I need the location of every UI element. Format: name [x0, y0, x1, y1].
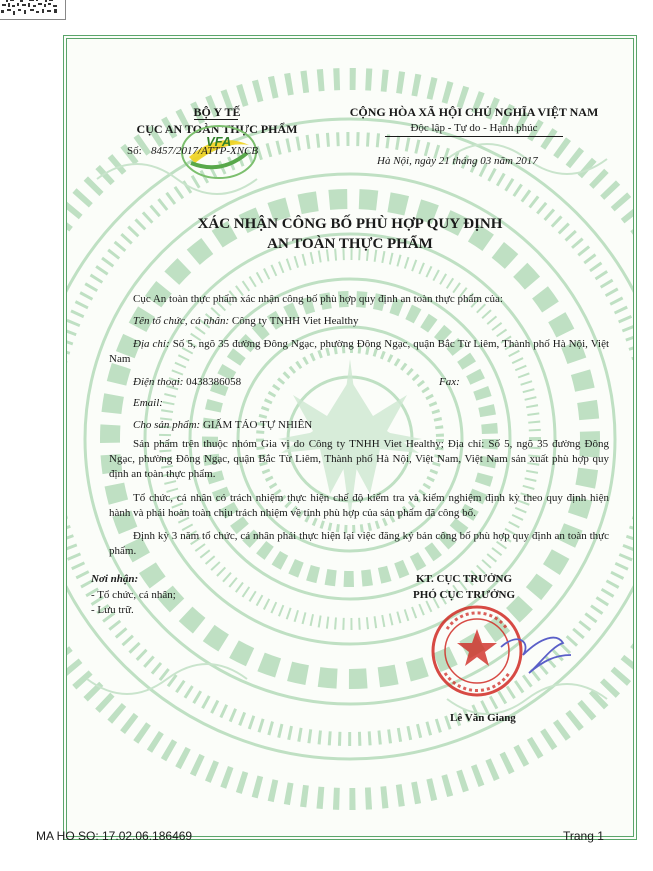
official-seal — [431, 603, 591, 703]
document-title-line2: AN TOÀN THỰC PHẨM — [267, 236, 433, 252]
recipients-label: Nơi nhận: — [91, 573, 139, 585]
address-value: Số 5, ngõ 35 đường Đông Ngạc, phường Đông Ngạc, quận Bắc Từ Liêm, Thành phố Hà Nội, Việt Nam — [109, 338, 610, 365]
recipient-item: - Tổ chức, cá nhân; — [91, 589, 176, 601]
national-motto: Độc lập - Tự do - Hạnh phúc — [410, 122, 538, 134]
organization-row — [133, 314, 359, 328]
product-value: GIẤM TÁO TỰ NHIÊN — [202, 419, 313, 431]
signatory-title-line1: KT. CỤC TRƯỞNG — [415, 573, 513, 585]
intro-text: Cục An toàn thực phẩm xác nhận công bố phù hợp quy định an toàn thực phẩm của: — [133, 293, 503, 305]
recipient-item: - Lưu trữ. — [91, 604, 134, 616]
qr-code — [0, 0, 66, 20]
document-number: 8457/2017/ATTP-XNCB — [151, 145, 259, 157]
ministry-name: BỘ Y TẾ — [193, 105, 241, 119]
paragraph-renewal: Định kỳ 3 năm tổ chức, cá nhân phải thực hiện lại việc đăng ký bản công bố phù hợp quy định an toàn thực phẩm. — [109, 530, 609, 557]
document-title-line1: XÁC NHẬN CÔNG BỐ PHÙ HỢP QUY ĐỊNH — [197, 216, 503, 232]
paragraph-product-group: Sản phẩm trên thuộc nhóm Gia vị do Công ty TNHH Viet Healthy; Địa chỉ: Số 5, ngõ 35 đường Đông Ngạc, phường Đông Ngạc, quận Bắc Từ Liêm, Thành phố Hà Nội, Việt Nam, Việt Nam sản xuất phù hợp quy định an toàn thực phẩm. — [109, 438, 609, 480]
document-number-label: Số: — [127, 145, 142, 157]
organization-value: Công ty TNHH Viet Healthy — [231, 315, 359, 327]
page-number: Trang 1 — [563, 829, 604, 843]
place-date: Hà Nội, ngày 21 tháng 03 năm 2017 — [377, 155, 538, 167]
paragraph-responsibility: Tổ chức, cá nhân có trách nhiệm thực hiện chế độ kiểm tra và kiểm nghiệm định kỳ theo quy định hiện hành và phải hoàn toàn chịu trách nhiệm về tính phù hợp của sản phẩm đã công bố. — [109, 492, 609, 519]
phone-row — [133, 375, 241, 389]
product-row — [133, 418, 312, 432]
vfa-logo-text: VFA — [206, 134, 232, 149]
product-label: Cho sản phẩm: — [133, 419, 201, 431]
department-name: CỤC AN TOÀN THỰC PHẨM — [136, 122, 298, 136]
phone-label: Điện thoại: — [133, 376, 184, 388]
address-label: Địa chỉ: — [133, 338, 170, 350]
fax-label: Fax: — [439, 376, 460, 388]
motto-underline — [385, 136, 563, 137]
email-label: Email: — [133, 397, 163, 409]
phone-value: 0438386058 — [186, 376, 242, 388]
address-row — [109, 337, 609, 367]
dossier-code: MA HO SO: 17.02.06.186469 — [36, 829, 193, 843]
signatory-title-line2: PHÓ CỤC TRƯỞNG — [412, 589, 516, 601]
republic-title: CỘNG HÒA XÃ HỘI CHỦ NGHĨA VIỆT NAM — [349, 105, 599, 119]
signatory-name: Lê Văn Giang — [450, 712, 516, 724]
organization-label: Tên tổ chức, cá nhân: — [133, 315, 230, 327]
certificate-frame — [63, 35, 637, 840]
ministry-underline — [194, 119, 238, 120]
